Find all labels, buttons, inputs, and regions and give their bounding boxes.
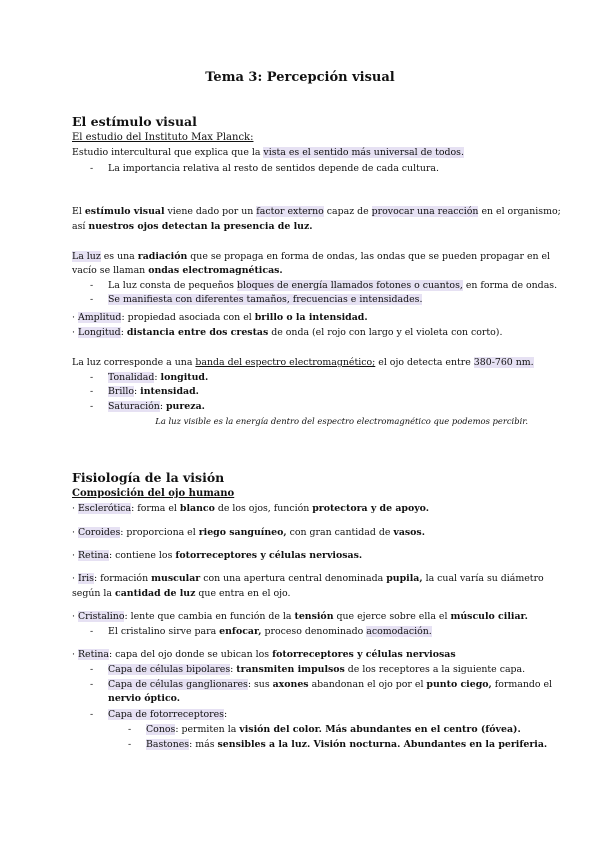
bullet-item: - El cristalino sirve para enfocar, proceso denominado acomodación.: [90, 626, 432, 637]
caption: La luz visible es la energía dentro del espectro electromagnético que podemos percibir.: [155, 416, 528, 426]
paragraph-line: La luz corresponde a una banda del espectro electromagnético; el ojo detecta entre 380-760 nm.: [72, 357, 534, 368]
paragraph-line: así nuestros ojos detectan la presencia de luz.: [72, 221, 313, 232]
paragraph-line: · Amplitud: propiedad asociada con el brillo o la intensidad.: [72, 312, 368, 323]
paragraph-line: · Coroides: proporciona el riego sanguíneo, con gran cantidad de vasos.: [72, 527, 425, 538]
bullet-item: - La luz consta de pequeños bloques de energía llamados fotones o cuantos, en forma de ondas.: [90, 280, 558, 291]
paragraph-line: Estudio intercultural que explica que la vista es el sentido más universal de todos.: [72, 147, 464, 158]
bullet-item: - Capa de células bipolares: transmiten impulsos de los receptores a la siguiente capa.: [90, 664, 526, 675]
paragraph-line: · Longitud: distancia entre dos crestas de onda (el rojo con largo y el violeta con corto).: [72, 327, 503, 338]
paragraph-line: · Retina: capa del ojo donde se ubican los fotorreceptores y células nerviosas: [72, 649, 456, 660]
subheading-composicion: Composición del ojo humano: [72, 488, 235, 499]
bullet-item: - La importancia relativa al resto de sentidos depende de cada cultura.: [90, 163, 439, 174]
sub-bullet-item: - Conos: permiten la visión del color. Más abundantes en el centro (fóvea).: [128, 724, 521, 735]
bullet-item: - Saturación: pureza.: [90, 401, 205, 412]
bullet-item: - Brillo: intensidad.: [90, 386, 199, 397]
bullet-item: - Capa de fotorreceptores:: [90, 709, 228, 720]
section-heading-fisiologia: Fisiología de la visión: [72, 470, 225, 485]
page-title: Tema 3: Percepción visual: [205, 70, 395, 85]
paragraph-line: · Cristalino: lente que cambia en función de la tensión que ejerce sobre ella el músculo ciliar.: [72, 611, 528, 622]
paragraph-line: · Iris: formación muscular con una apertura central denominada pupila, la cual varía su diámetro: [72, 573, 544, 584]
paragraph-line: · Retina: contiene los fotorreceptores y células nerviosas.: [72, 550, 363, 561]
subheading-max-planck: El estudio del Instituto Max Planck:: [72, 132, 254, 143]
bullet-item: - Capa de células ganglionares: sus axones abandonan el ojo por el punto ciego, formando el: [90, 679, 553, 690]
paragraph-line: La luz es una radiación que se propaga en forma de ondas, las ondas que se pueden propagar en el: [72, 251, 551, 262]
paragraph-line: El estímulo visual viene dado por un factor externo capaz de provocar una reacción en el organismo;: [72, 206, 561, 217]
paragraph-line: vacío se llaman ondas electromagnéticas.: [72, 265, 283, 276]
paragraph-line: según la cantidad de luz que entra en el ojo.: [72, 588, 291, 599]
bullet-continuation: nervio óptico.: [108, 693, 181, 704]
sub-bullet-item: - Bastones: más sensibles a la luz. Visión nocturna. Abundantes en la periferia.: [128, 739, 548, 750]
bullet-item: - Tonalidad: longitud.: [90, 372, 209, 383]
section-heading-estimulo: El estímulo visual: [72, 114, 197, 129]
bullet-item: - Se manifiesta con diferentes tamaños, frecuencias e intensidades.: [90, 294, 423, 305]
paragraph-line: · Esclerótica: forma el blanco de los ojos, función protectora y de apoyo.: [72, 503, 430, 514]
